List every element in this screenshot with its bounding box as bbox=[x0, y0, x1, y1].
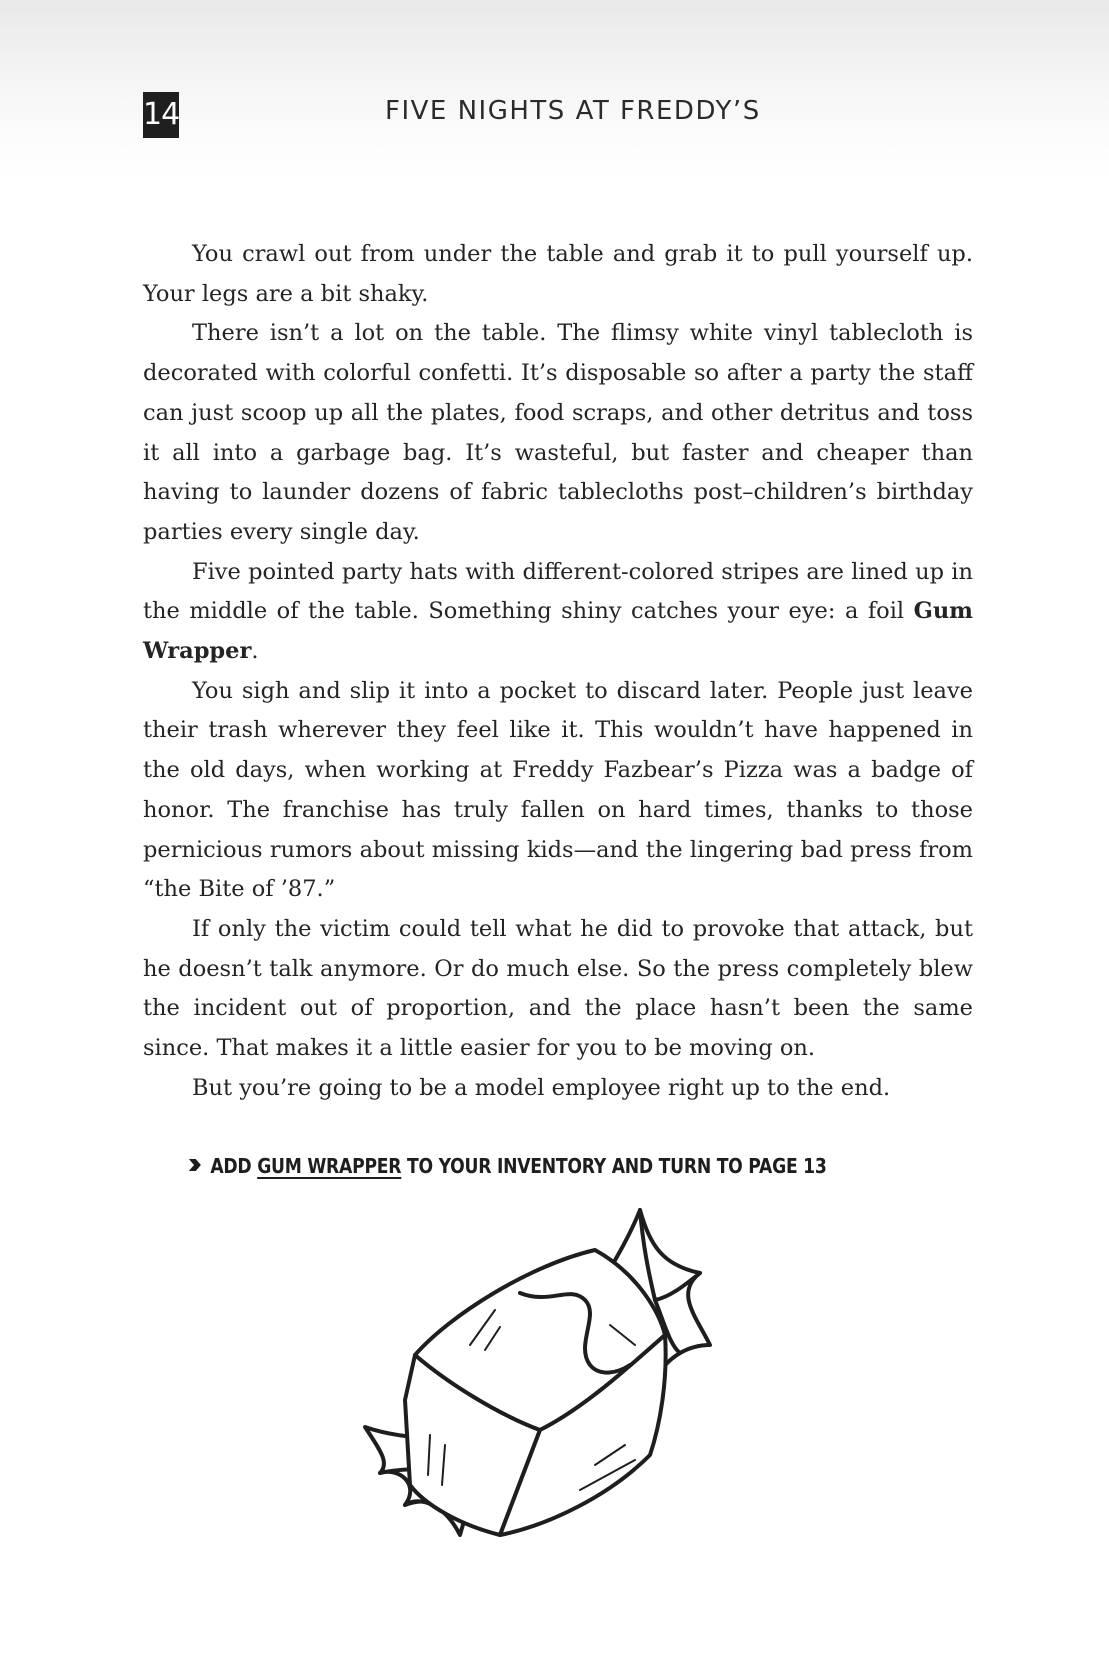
wrapped-gum-icon bbox=[350, 1205, 770, 1565]
paragraph: But you’re going to be a model employee right up to the end. bbox=[192, 1074, 891, 1101]
running-head: FIVE NIGHTS AT FREDDY’S bbox=[385, 96, 761, 126]
instruction-suffix: TO YOUR INVENTORY AND TURN TO PAGE 13 bbox=[401, 1154, 827, 1178]
header-band bbox=[0, 0, 1109, 175]
body-text bbox=[143, 235, 973, 1108]
paragraph-text: . bbox=[251, 638, 259, 665]
paragraph-text: Five pointed party hats with different-colored stripes are lined up in the middle of the table. Something shiny catches your eye: a foil bbox=[143, 558, 973, 625]
instruction-prefix: ADD bbox=[210, 1154, 258, 1178]
choice-instruction[interactable] bbox=[188, 1154, 827, 1178]
page-number: 14 bbox=[143, 92, 179, 138]
paragraph: If only the victim could tell what he did to provoke that attack, but he doesn’t talk anymore. Or do much else. So the press completely blew the incident out of proportion, and the place hasn’t been the same since. That makes it a little easier for you to be moving on. bbox=[143, 915, 973, 1062]
paragraph bbox=[143, 553, 973, 672]
paragraph: You sigh and slip it into a pocket to discard later. People just leave their trash wherever they feel like it. This wouldn’t have happened in the old days, when working at Freddy Fazbear’s Pizza was a badge of honor. The franchise has truly fallen on hard times, thanks to those pernicious rumors about missing kids—and the lingering bad press from “the Bite of ’87.” bbox=[143, 677, 973, 903]
item-name-bold: Gum Wrapper bbox=[143, 598, 973, 665]
inventory-item-link[interactable]: GUM WRAPPER bbox=[257, 1154, 402, 1178]
paragraph: There isn’t a lot on the table. The flimsy white vinyl tablecloth is decorated with colorful confetti. It’s disposable so after a party the staff can just scoop up all the plates, food scraps, and other detritus and toss it all into a garbage bag. It’s wasteful, but faster and cheaper than having to launder dozens of fabric tablecloths post–children’s birthday parties every single day. bbox=[143, 320, 973, 545]
paragraph: You crawl out from under the table and grab it to pull yourself up. Your legs are a bit shaky. bbox=[143, 241, 973, 307]
arrow-right-icon bbox=[188, 1154, 202, 1178]
